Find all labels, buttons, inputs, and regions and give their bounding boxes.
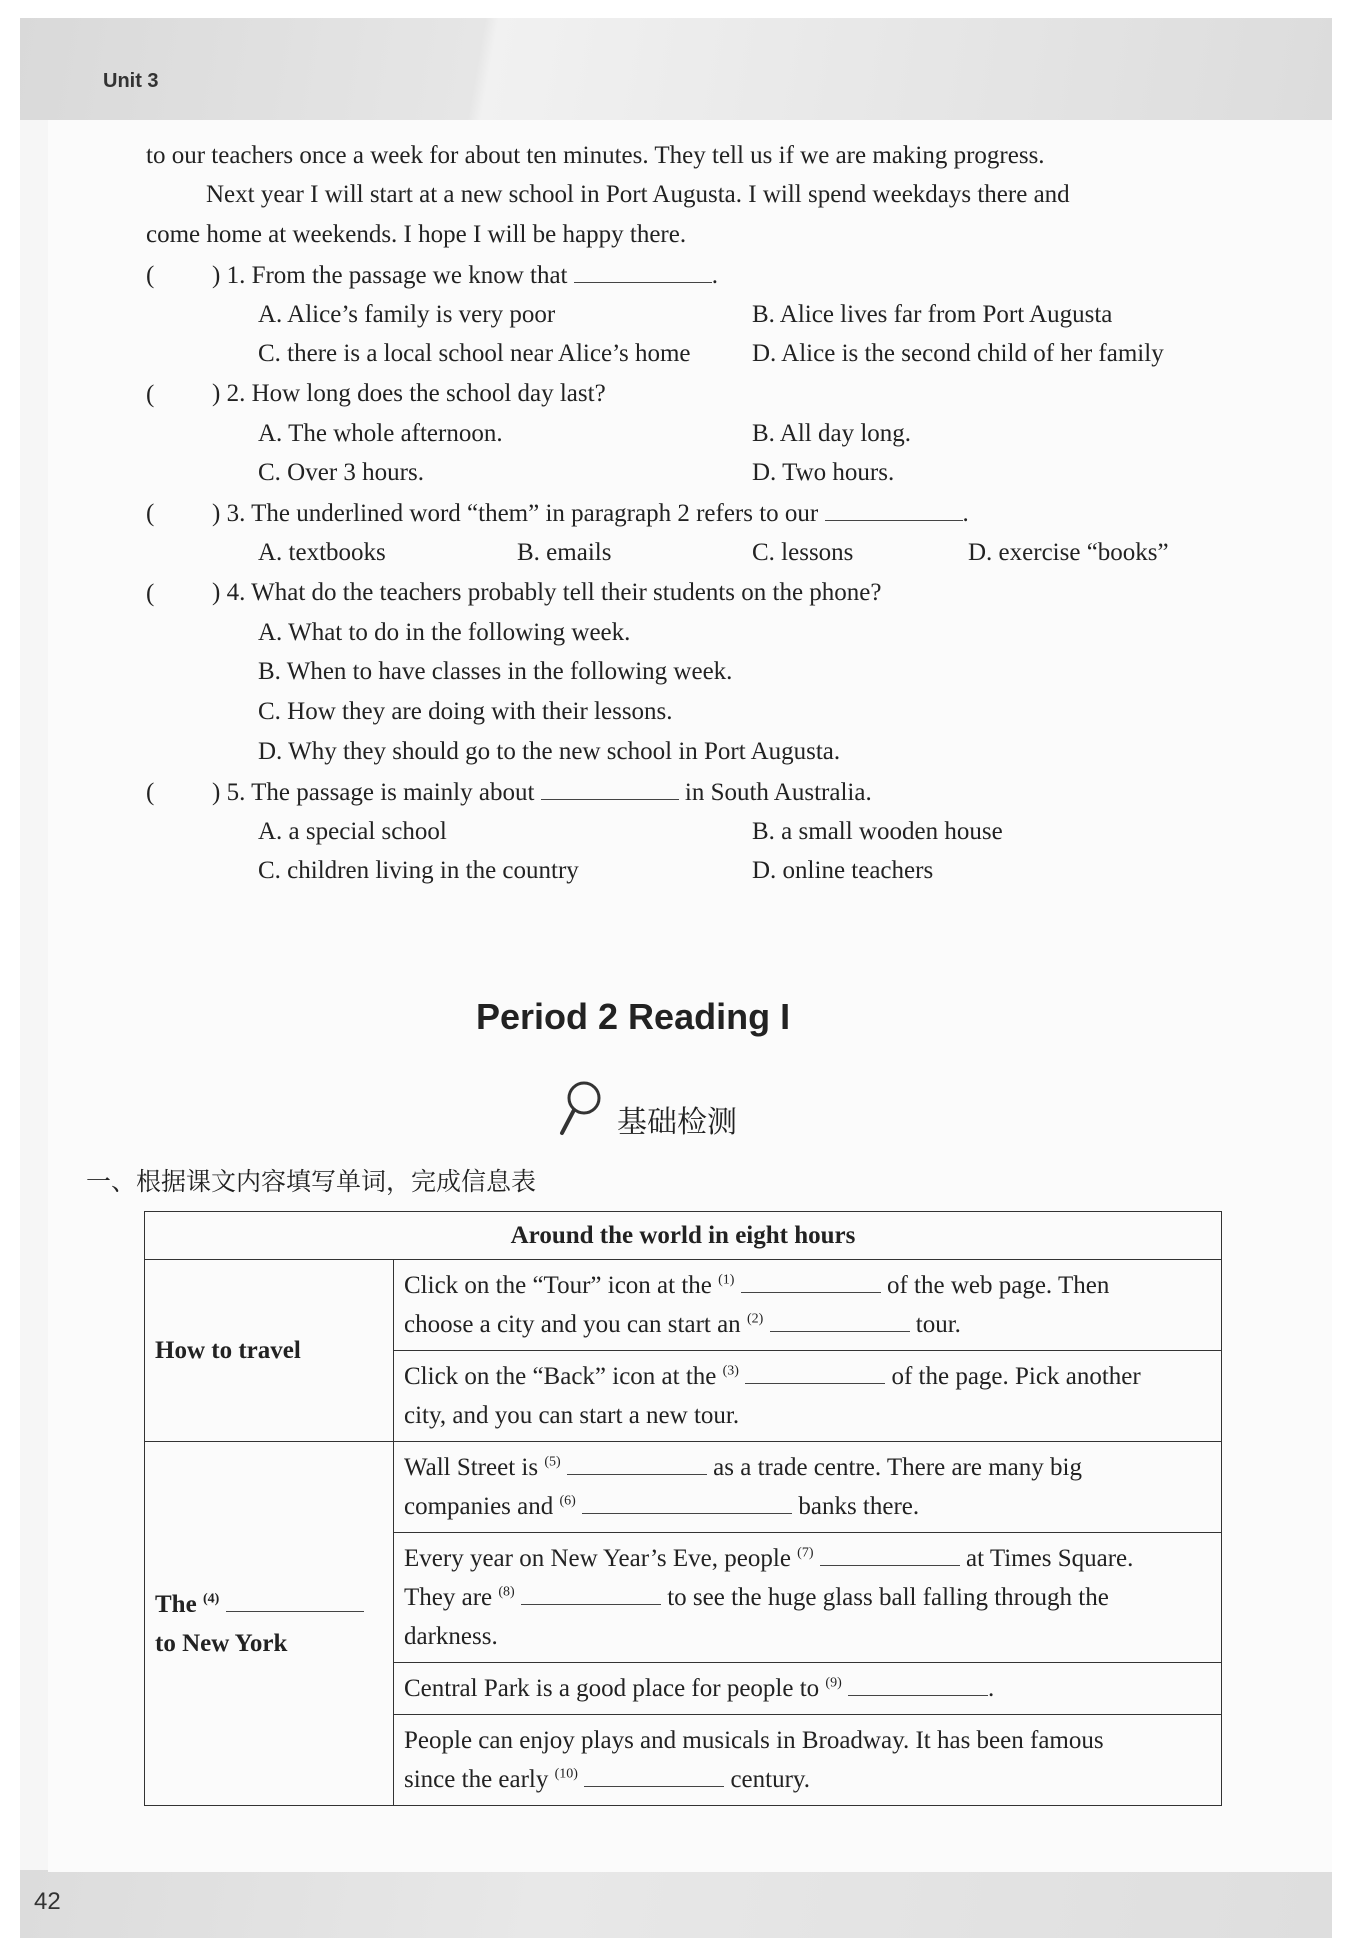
question-1-end: . (711, 262, 718, 289)
blank-8[interactable] (521, 1582, 661, 1605)
answer-paren-5: ( (146, 779, 155, 806)
question-1-blank[interactable] (574, 262, 712, 283)
question-5-stem: ) 5. The passage is mainly about (212, 779, 535, 806)
question-3 (212, 500, 969, 526)
page-number: 42 (34, 1888, 61, 1915)
q1-option-b: B. Alice lives far from Port Augusta (752, 301, 1113, 328)
section-label: 基础检测 (617, 1105, 737, 1140)
question-5-blank[interactable] (541, 779, 679, 800)
q5-option-d: D. online teachers (752, 857, 934, 884)
cell-times-square: Every year on New Year’s Eve, people $^{(7)}$ at Times Square. They are $^{(8)}$ to see the huge glass ball falling through the darkness. (394, 1533, 1222, 1663)
blank-7[interactable] (820, 1543, 960, 1566)
answer-paren-3: ( (146, 500, 155, 527)
blank-2[interactable] (770, 1309, 910, 1332)
blank-1[interactable] (741, 1270, 881, 1293)
passage-line-3: come home at weekends. I hope I will be happy there. (146, 221, 687, 248)
cell-tour-icon: Click on the “Tour” icon at the $^{(1)}$ of the web page. Then choose a city and you can start an $^{(2)}$ tour. (394, 1260, 1222, 1351)
magnifier-icon (554, 1078, 610, 1134)
q2-option-d: D. Two hours. (752, 459, 895, 486)
q5-option-c: C. children living in the country (258, 857, 579, 884)
question-5-end: in South Australia. (684, 779, 872, 806)
table-title: Around the world in eight hours (145, 1212, 1222, 1260)
row-label-new-york: The $^{(4)}$ to New York (145, 1442, 394, 1806)
question-2: ) 2. How long does the school day last? (212, 380, 606, 407)
header-band (20, 18, 1332, 120)
cell-central-park: Central Park is a good place for people to $^{(9)}$ . (394, 1663, 1222, 1715)
footer-band (20, 1870, 1332, 1938)
answer-paren-2: ( (146, 381, 155, 408)
q4-option-d: D. Why they should go to the new school in Port Augusta. (258, 738, 841, 765)
cell-back-icon: Click on the “Back” icon at the $^{(3)}$ of the page. Pick another city, and you can start a new tour. (394, 1351, 1222, 1442)
blank-3[interactable] (745, 1361, 885, 1384)
q5-option-b: B. a small wooden house (752, 818, 1003, 845)
passage-line-2: Next year I will start at a new school in Port Augusta. I will spend weekdays there and (206, 181, 1070, 208)
q4-option-b: B. When to have classes in the following week. (258, 658, 733, 685)
row-label-how-to-travel: How to travel (145, 1260, 394, 1442)
q5-option-a: A. a special school (258, 818, 447, 845)
question-3-blank[interactable] (825, 500, 963, 521)
answer-paren-4: ( (146, 580, 155, 607)
q4-option-c: C. How they are doing with their lessons. (258, 698, 673, 725)
q1-option-d: D. Alice is the second child of her family (752, 340, 1164, 367)
q1-option-a: A. Alice’s family is very poor (258, 301, 556, 328)
q3-option-c: C. lessons (752, 539, 854, 566)
period-title: Period 2 Reading I (476, 996, 791, 1037)
unit-label: Unit 3 (103, 70, 159, 92)
answer-paren-1: ( (146, 262, 155, 289)
q3-option-d: D. exercise “books” (968, 539, 1169, 566)
q2-option-c: C. Over 3 hours. (258, 459, 424, 486)
blank-4[interactable] (226, 1589, 364, 1612)
instruction-heading: 一、根据课文内容填写单词，完成信息表 (86, 1167, 537, 1196)
q3-option-b: B. emails (517, 539, 612, 566)
question-1-stem: ) 1. From the passage we know that (212, 262, 568, 289)
blank-10[interactable] (584, 1764, 724, 1787)
question-3-end: . (962, 500, 969, 527)
q3-option-a: A. textbooks (258, 539, 386, 566)
blank-9[interactable] (848, 1673, 988, 1696)
question-4: ) 4. What do the teachers probably tell their students on the phone? (212, 579, 882, 606)
question-5 (212, 779, 872, 805)
blank-5[interactable] (567, 1452, 707, 1475)
q2-option-a: A. The whole afternoon. (258, 420, 503, 447)
cell-wall-street: Wall Street is $^{(5)}$ as a trade centre. There are many big companies and $^{(6)}$ banks there. (394, 1442, 1222, 1533)
q1-option-c: C. there is a local school near Alice’s home (258, 340, 691, 367)
q4-option-a: A. What to do in the following week. (258, 619, 631, 646)
cell-broadway: People can enjoy plays and musicals in Broadway. It has been famous since the early $^{(10)}$ century. (394, 1715, 1222, 1806)
question-3-stem: ) 3. The underlined word “them” in paragraph 2 refers to our (212, 500, 819, 527)
blank-6[interactable] (582, 1491, 792, 1514)
passage-line-1: to our teachers once a week for about ten minutes. They tell us if we are making progress. (146, 142, 1045, 169)
info-table (144, 1211, 1222, 1806)
question-1 (212, 262, 718, 288)
q2-option-b: B. All day long. (752, 420, 912, 447)
